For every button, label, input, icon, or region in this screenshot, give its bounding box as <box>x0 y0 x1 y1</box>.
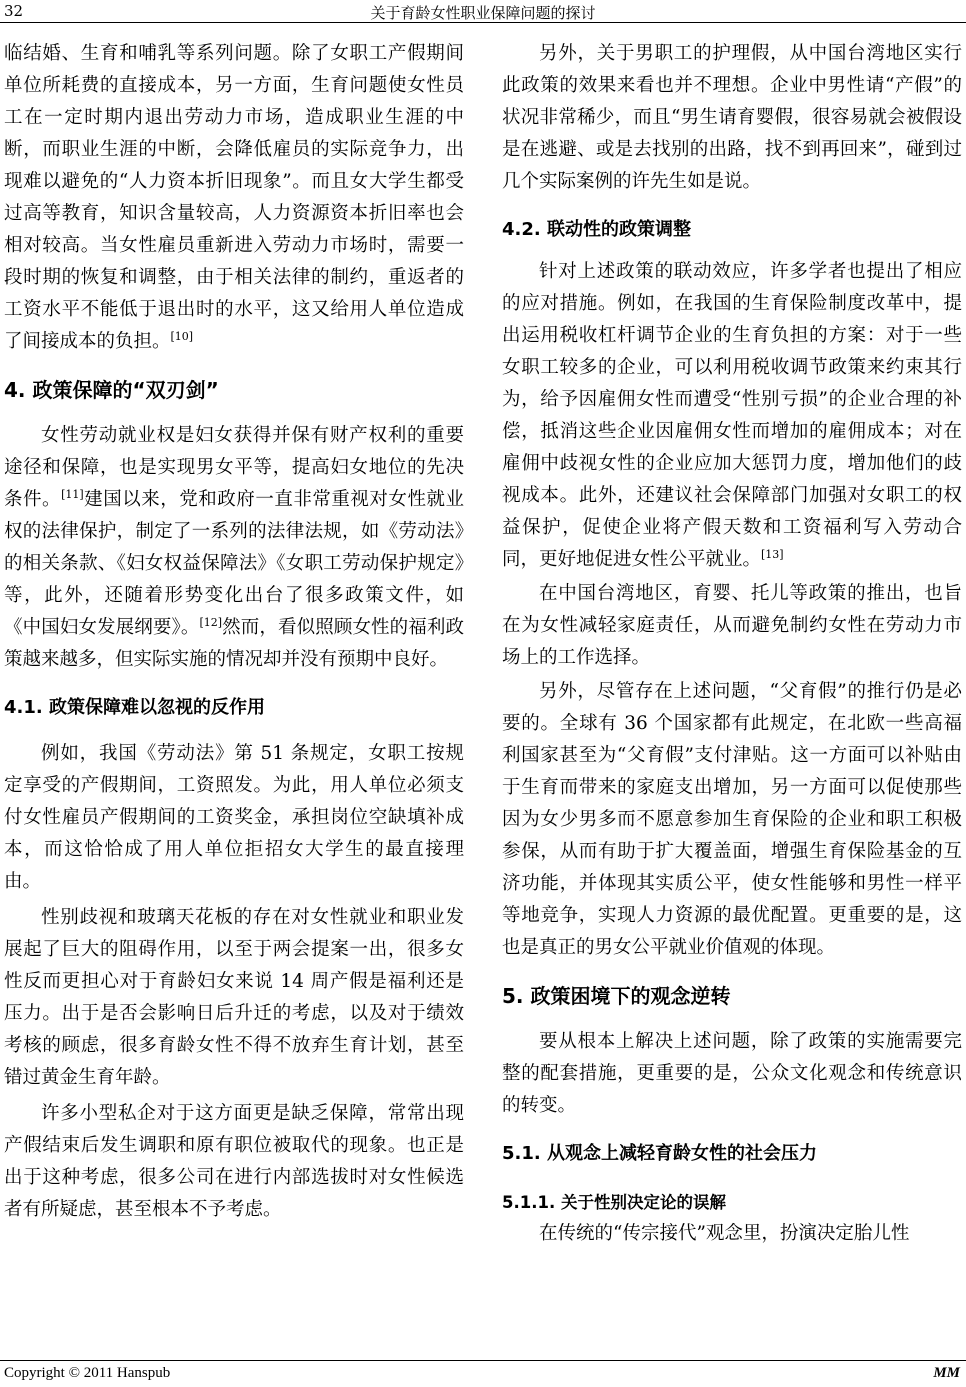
running-title: 关于育龄女性职业保障问题的探讨 <box>370 4 596 22</box>
paragraph-text: 女性劳动就业权是妇女获得并保有财产权利的重要途径和保障，也是实现男女平等，提高妇女地位的先决条件。 <box>4 425 464 510</box>
subsection-heading: 4.1. 政策保障难以忽视的反作用 <box>4 697 265 718</box>
subsection-heading: 4.2. 联动性的政策调整 <box>502 219 691 240</box>
section-heading: 5. 政策困境下的观念逆转 <box>502 984 731 1008</box>
paragraph-text: 建国以来，党和政府一直非常重视对女性就业权的法律保护，制定了一系列的法律法规，如《劳动法》的相关条款、《妇女权益保障法》《女职工劳动保护规定》等，此外，还随着形势变化出台了很多政策文件，如《中国妇女发展纲要》。 <box>4 489 464 638</box>
citation-ref: [13] <box>761 548 784 561</box>
page-header <box>0 0 966 23</box>
left-column <box>4 38 464 1226</box>
subsubsection-heading: 5.1.1. 关于性别决定论的误解 <box>502 1193 726 1212</box>
page-footer <box>0 1360 966 1387</box>
paragraph-text: 然而，看似照顾女性的福利政策越来越多，但实际实施的情况却并没有预期中良好。 <box>4 617 464 670</box>
paragraph <box>4 420 464 676</box>
paragraph-text: 临结婚、生育和哺乳等系列问题。除了女职工产假期间单位所耗费的直接成本，另一方面，生育问题使女性员工在一定时期内退出劳动力市场，造成职业生涯的中断，而职业生涯的中断，会降低雇员的实际竞争力，出现难以避免的“人力资本折旧现象”。而且女大学生都受过高等教育，知识含量较高，人力资源资本折旧率也会相对较高。当女性雇员重新进入劳动力市场时，需要一段时期的恢复和调整，由于相关法律的制约，重返者的工资水平不能低于退出时的水平，这又给用人单位造成了间接成本的负担。 <box>4 43 464 352</box>
copyright-notice: Copyright © 2011 Hanspub <box>4 1365 171 1381</box>
paragraph <box>502 256 962 576</box>
right-column <box>502 38 962 1250</box>
paragraph: 许多小型私企对于这方面更是缺乏保障，常常出现产假结束后发生调职和原有职位被取代的现象。也正是出于这种考虑，很多公司在进行内部选拔时对女性候选者有所疑虑，甚至根本不予考虑。 <box>4 1103 464 1220</box>
section-heading: 4. 政策保障的“双刃剑” <box>4 378 219 402</box>
citation-ref: [11] <box>61 488 84 501</box>
paragraph: 性别歧视和玻璃天花板的存在对女性就业和职业发展起了巨大的阻碍作用，以至于两会提案一出，很多女性反而更担心对于育龄妇女来说 14 周产假是福利还是压力。出于是否会影响日后升迁的考虑，以及对于绩效考核的顾虑，很多育龄女性不得不放弃生育计划，甚至错过黄金生育年龄。 <box>4 907 464 1088</box>
subsection-heading: 5.1. 从观念上减轻育龄女性的社会压力 <box>502 1143 817 1164</box>
paragraph: 例如，我国《劳动法》第 51 条规定，女职工按规定享受的产假期间，工资照发。为此，用人单位必须支付女性雇员产假期间的工资奖金，承担岗位空缺填补成本，而这恰恰成了用人单位拒招女大学生的最直接理由。 <box>4 743 464 892</box>
paragraph: 另外，尽管存在上述问题，“父育假”的推行仍是必要的。全球有 36 个国家都有此规定，在北欧一些高福利国家甚至为“父育假”支付津贴。这一方面可以补贴由于生育而带来的家庭支出增加，另一方面可以促使那些因为女少男多而不愿意参加生育保险的企业和职工积极参保，从而有助于扩大覆盖面，增强生育保险基金的互济功能，并体现其实质公平，使女性能够和男性一样平等地竞争，实现人力资源的最优配置。更重要的是，这也是真正的男女公平就业价值观的体现。 <box>502 681 962 958</box>
citation-ref: [12] <box>199 616 223 629</box>
paragraph <box>4 38 464 358</box>
citation-ref: [10] <box>170 330 194 343</box>
journal-abbrev: MM <box>933 1365 960 1381</box>
page-number: 32 <box>4 2 24 20</box>
paragraph: 在传统的“传宗接代”观念里，扮演决定胎儿性 <box>539 1223 910 1244</box>
paragraph: 另外，关于男职工的护理假，从中国台湾地区实行此政策的效果来看也并不理想。企业中男性请“产假”的状况非常稀少，而且“男生请育婴假，很容易就会被假设是在逃避、或是去找别的出路，找不到再回来”，碰到过几个实际案例的许先生如是说。 <box>502 43 962 192</box>
paragraph: 要从根本上解决上述问题，除了政策的实施需要完整的配套措施，更重要的是，公众文化观念和传统意识的转变。 <box>502 1031 962 1116</box>
paragraph-text: 针对上述政策的联动效应，许多学者也提出了相应的应对措施。例如，在我国的生育保险制度改革中，提出运用税收杠杆调节企业的生育负担的方案：对于一些女职工较多的企业，可以利用税收调节政策来约束其行为，给予因雇佣女性而遭受“性别亏损”的企业合理的补偿，抵消这些企业因雇佣女性而增加的雇佣成本；对在雇佣中歧视女性的企业应加大惩罚力度，增加他们的歧视成本。此外，还建议社会保障部门加强对女职工的权益保护，促使企业将产假天数和工资福利写入劳动合同，更好地促进女性公平就业。 <box>502 261 962 570</box>
paragraph: 在中国台湾地区，育婴、托儿等政策的推出，也旨在为女性减轻家庭责任，从而避免制约女性在劳动力市场上的工作选择。 <box>502 583 962 668</box>
